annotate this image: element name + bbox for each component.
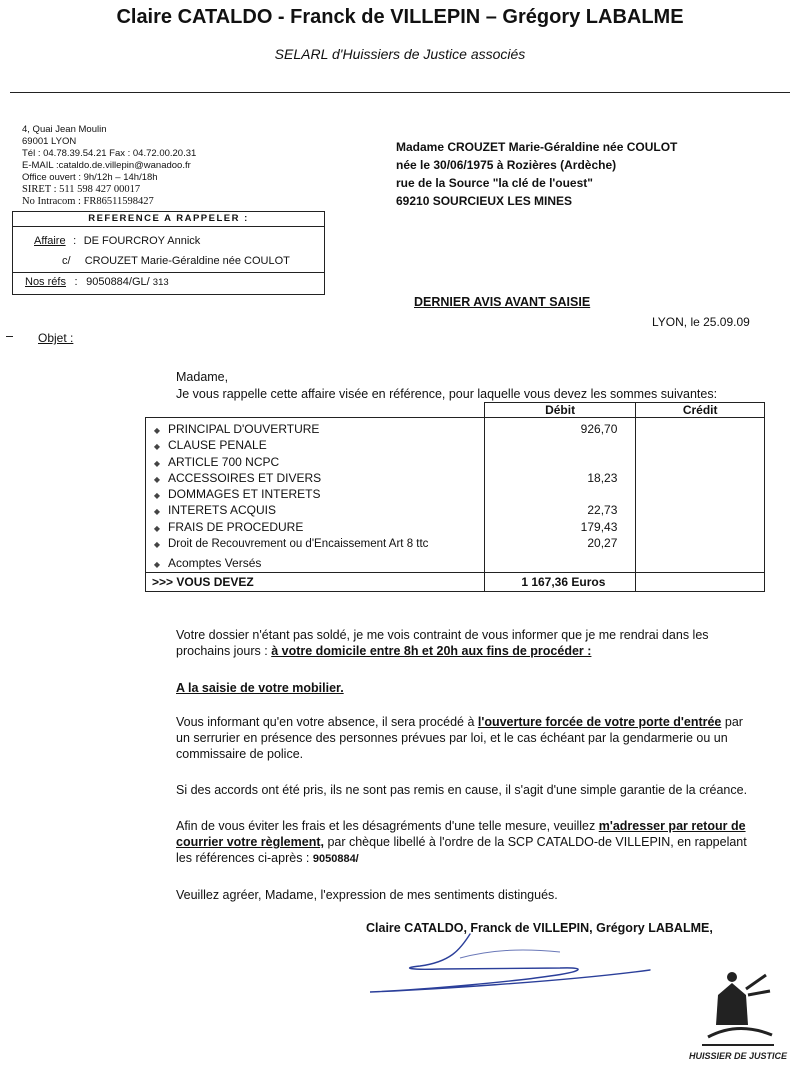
bullet-icon: ◆: [153, 560, 161, 570]
bullet-icon: ◆: [153, 540, 161, 550]
paragraph-visit-emphasis: à votre domicile entre 8h et 20h aux fins de procéder :: [271, 644, 592, 658]
recipient-address: [396, 138, 677, 210]
recipient-name: Madame CROUZET Marie-Géraldine née COULOT: [396, 140, 678, 154]
recipient-street: rue de la Source "la clé de l'ouest": [396, 176, 593, 190]
bullet-icon: ◆: [153, 442, 161, 452]
contre-label: c/: [62, 255, 71, 267]
office-siret: SIRET : 511 598 427 00017: [22, 184, 141, 195]
paragraph-opening-rest: par un serrurier en présence des personnes prévues par loi, et le cas échéant par la gendarmerie ou un commissaire de police.: [176, 715, 743, 761]
total-value: 1 167,36 Euros: [484, 572, 636, 591]
paragraph-opening: [176, 714, 758, 762]
handwritten-signature: [360, 930, 700, 1000]
paragraph-payment: [176, 818, 758, 867]
refs-label: Nos réfs: [25, 276, 66, 288]
row-debit: [485, 454, 618, 470]
table-row: [146, 437, 484, 453]
table-header-row: [146, 403, 765, 418]
row-debit: [485, 437, 618, 453]
items-credit-cell: [636, 418, 765, 573]
table-row: [146, 535, 484, 551]
recipient-city: 69210 SOURCIEUX LES MINES: [396, 194, 573, 208]
bullet-icon: ◆: [153, 523, 161, 533]
table-total-row: [146, 572, 765, 591]
reference-affaire-row: [34, 235, 200, 247]
table-row: [146, 555, 484, 571]
intro-text: Je vous rappelle cette affaire visée en référence, pour laquelle vous devez les sommes suivantes:: [176, 387, 718, 401]
row-label: FRAIS DE PROCEDURE: [168, 519, 304, 534]
row-debit: [485, 486, 618, 502]
table-row: [146, 519, 484, 535]
bullet-icon: ◆: [153, 491, 161, 501]
affaire-label: Affaire: [34, 235, 66, 247]
items-debit-cell: [484, 418, 636, 573]
office-address-line1: 4, Quai Jean Moulin: [22, 124, 107, 135]
office-email: E-MAIL :cataldo.de.villepin@wanadoo.fr: [22, 160, 191, 171]
office-hours: Office ouvert : 9h/12h – 14h/18h: [22, 172, 158, 183]
contre-value: CROUZET Marie-Géraldine née COULOT: [84, 255, 290, 267]
paragraph-visit-text: Votre dossier n'étant pas soldé, je me vois contraint de vous informer que je me rendrai dans les prochains jours :: [176, 628, 709, 658]
row-label: INTERETS ACQUIS: [168, 503, 277, 518]
row-label: Acomptes Versés: [168, 556, 262, 571]
bullet-icon: ◆: [153, 458, 161, 468]
logo-swoosh: [708, 1028, 772, 1037]
row-label: DOMMAGES ET INTERETS: [168, 487, 321, 502]
row-label: ARTICLE 700 NCPC: [168, 454, 280, 469]
office-intracom: No Intracom : FR86511598427: [22, 196, 154, 207]
logo-figure: [716, 983, 748, 1025]
paragraph-opening-emphasis: l'ouverture forcée de votre porte d'entrée: [477, 715, 722, 729]
row-label: Droit de Recouvrement ou d'Encaissement Art 8 ttc: [168, 538, 429, 551]
row-debit: [485, 555, 618, 571]
logo-text: HUISSIER DE JUSTICE: [688, 1051, 788, 1061]
row-debit: 926,70: [580, 422, 618, 436]
refs-value: 9050884/GL/: [86, 276, 150, 288]
paragraph-payment-rest: par chèque libellé à l'ordre de la SCP CATALDO-de VILLEPIN, en rappelant les références ci-après :: [176, 835, 747, 865]
affaire-separator: :: [73, 235, 77, 247]
total-label: >>> VOUS DEVEZ: [146, 572, 485, 591]
signature-names: Claire CATALDO, Franck de VILLEPIN, Grégory LABALME,: [366, 921, 713, 935]
salutation: Madame,: [176, 370, 229, 384]
reference-heading: REFERENCE A RAPPELER :: [13, 212, 324, 227]
header-names: Claire CATALDO - Franck de VILLEPIN – Grégory LABALME: [116, 6, 684, 28]
office-address-block: [22, 124, 196, 208]
reference-contre-row: [62, 255, 290, 267]
row-label: CLAUSE PENALE: [168, 438, 267, 453]
table-row: [146, 486, 484, 502]
reference-box: [12, 211, 325, 295]
row-debit: 18,23: [587, 470, 618, 485]
table-row: [146, 470, 484, 486]
letter-date: LYON, le 25.09.09: [652, 315, 750, 329]
paragraph-guarantee: Si des accords ont été pris, ils ne sont pas remis en cause, il s'agit d'une simple garantie de la créance.: [176, 783, 748, 797]
office-phone: Tél : 04.78.39.54.21 Fax : 04.72.00.20.31: [22, 148, 197, 159]
bullet-icon: ◆: [153, 474, 161, 484]
debit-header: Débit: [484, 403, 636, 418]
bullet-icon: ◆: [153, 507, 161, 517]
row-debit: 20,27: [587, 536, 618, 551]
paragraph-visit: [176, 627, 758, 659]
saisie-line: [176, 680, 344, 696]
row-label: ACCESSOIRES ET DIVERS: [168, 470, 322, 485]
paragraph-opening-text: Vous informant qu'en votre absence, il sera procédé à: [176, 715, 478, 729]
credit-header: Crédit: [636, 403, 765, 418]
items-labels-cell: [146, 418, 485, 573]
paragraph-payment-emphasis: m'adresser par retour de courrier votre règlement,: [176, 819, 746, 849]
huissier-logo: [688, 965, 788, 1065]
reference-row-divider: [13, 272, 324, 273]
affaire-value: DE FOURCROY Annick: [83, 235, 201, 247]
row-debit: 179,43: [580, 519, 618, 534]
table-row: [146, 421, 484, 437]
header-subtitle: SELARL d'Huissiers de Justice associés: [274, 46, 526, 62]
refs-separator: :: [74, 276, 78, 288]
recipient-birth: née le 30/06/1975 à Rozières (Ardèche): [396, 158, 617, 172]
table-row: [146, 502, 484, 518]
row-label: PRINCIPAL D'OUVERTURE: [168, 422, 320, 436]
letter-title: DERNIER AVIS AVANT SAISIE: [414, 295, 591, 309]
header-divider: [10, 92, 790, 93]
logo-arm: [746, 975, 770, 995]
closing-text: Veuillez agréer, Madame, l'expression de mes sentiments distingués.: [176, 888, 558, 902]
table-row: [146, 454, 484, 470]
paragraph-payment-text: Afin de vous éviter les frais et les désagréments d'une telle mesure, veuillez: [176, 819, 599, 833]
saisie-emphasis: A la saisie de votre mobilier.: [176, 681, 344, 695]
office-address-line2: 69001 LYON: [22, 136, 77, 147]
total-credit-cell: [636, 572, 765, 591]
paragraph-payment-ref: 9050884/: [312, 853, 359, 865]
logo-head: [727, 972, 737, 982]
reference-refs-row: [25, 276, 169, 288]
margin-dash: [6, 336, 13, 337]
table-items-row: [146, 418, 765, 573]
row-debit: 22,73: [587, 503, 618, 518]
objet-label: Objet :: [38, 331, 74, 345]
refs-suffix: 313: [152, 277, 169, 288]
bullet-icon: ◆: [153, 426, 161, 435]
amounts-table: [145, 402, 765, 592]
table-header-blank: [146, 403, 485, 418]
